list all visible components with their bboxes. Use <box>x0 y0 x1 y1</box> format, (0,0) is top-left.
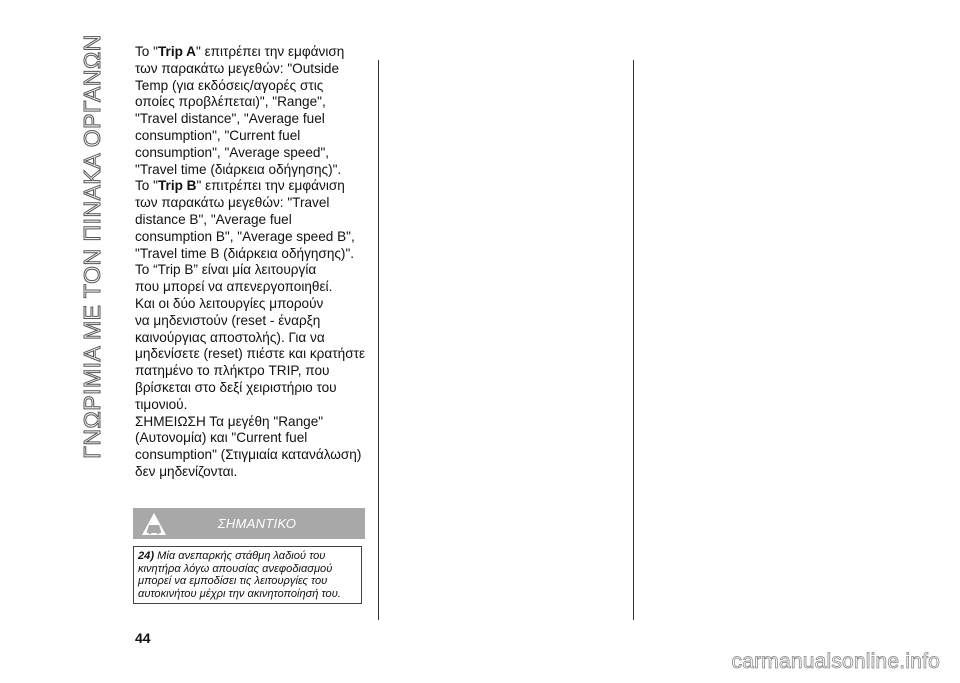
column-divider <box>633 60 634 620</box>
important-note <box>133 546 362 604</box>
trip-b-line: " επιτρέπει την εμφάνιση <box>196 178 345 194</box>
note-line: Μία ανεπαρκής στάθμη λαδιού του <box>154 550 326 562</box>
reset-line: που μπορεί να απενεργοποιηθεί. <box>135 279 333 295</box>
trip-a-line: consumption", "Current fuel <box>135 127 301 143</box>
chapter-title-text: ΓΝΩΡΙΜΙΑ ΜΕ ΤΟΝ ΠΙΝΑΚΑ ΟΡΓΑΝΩΝ <box>78 33 105 459</box>
trip-b-line: distance B", "Average fuel <box>135 211 292 227</box>
trip-a-line: consumption", "Average speed", <box>135 144 330 160</box>
important-header <box>133 508 365 539</box>
note-line: κινητήρα λόγω απουσίας ανεφοδιασμού <box>138 562 333 575</box>
note-paragraph <box>135 414 367 481</box>
reset-line: Το “Trip B” είναι μία λειτουργία <box>135 262 317 278</box>
trip-b-line: των παρακάτω μεγεθών: "Travel <box>135 195 330 211</box>
trip-a-line: "Travel distance", "Average fuel <box>135 111 325 127</box>
note-number: 24) <box>138 550 155 562</box>
trip-b-pre: Το " <box>135 178 158 194</box>
reset-line: Και οι δύο λειτουργίες μπορούν <box>135 295 324 311</box>
trip-a-line: " επιτρέπει την εμφάνιση <box>196 44 345 59</box>
chapter-side-title <box>70 33 114 459</box>
trip-b-paragraph <box>135 178 367 262</box>
reset-line: βρίσκεται στο δεξί χειριστήριο του <box>135 379 337 395</box>
reset-line: να μηδενιστούν (reset - έναρξη <box>135 312 321 328</box>
page-number: 44 <box>135 630 151 646</box>
text-column <box>135 44 367 481</box>
important-title: ΣΗΜΑΝΤΙΚΟ <box>217 516 297 531</box>
reset-paragraph <box>135 262 367 413</box>
trip-a-paragraph <box>135 44 367 178</box>
column-divider <box>378 60 379 620</box>
car-warning-icon <box>141 512 167 536</box>
trip-a-line: "Travel time (διάρκεια οδήγησης)". <box>135 161 342 177</box>
trip-a-pre: Το " <box>135 44 158 59</box>
watermark: carmanualsonline.info <box>731 650 940 673</box>
trip-a-bold: Trip A <box>157 44 196 59</box>
trip-b-bold: Trip B <box>157 178 197 194</box>
note-line: consumption" (Στιγμιαία κατανάλωση) <box>135 447 362 463</box>
trip-a-line: των παρακάτω μεγεθών: "Outside <box>135 60 340 76</box>
reset-line: καινούργιας αποστολής). Για να <box>135 329 325 345</box>
note-line: μπορεί να εμποδίσει τις λειτουργίες του <box>138 575 328 588</box>
trip-a-line: Temp (για εκδόσεις/αγορές στις <box>135 77 324 93</box>
reset-line: πατημένο το πλήκτρο TRIP, που <box>135 363 330 379</box>
trip-b-line: consumption B", "Average speed B", <box>135 228 355 244</box>
reset-line: τιμονιού. <box>135 396 188 412</box>
trip-a-line: οποίες προβλέπεται)", "Range", <box>135 94 326 110</box>
note-line: (Αυτονομία) και "Current fuel <box>135 430 308 446</box>
note-line: ΣΗΜΕΙΩΣΗ Τα μεγέθη "Range" <box>135 413 324 429</box>
note-line: δεν μηδενίζονται. <box>135 463 238 479</box>
reset-line: μηδενίσετε (reset) πιέστε και κρατήστε <box>135 346 366 362</box>
trip-b-line: "Travel time B (διάρκεια οδήγησης)". <box>135 245 355 261</box>
note-line: αυτοκινήτου μέχρι την ακινητοποίησή του. <box>138 587 341 600</box>
